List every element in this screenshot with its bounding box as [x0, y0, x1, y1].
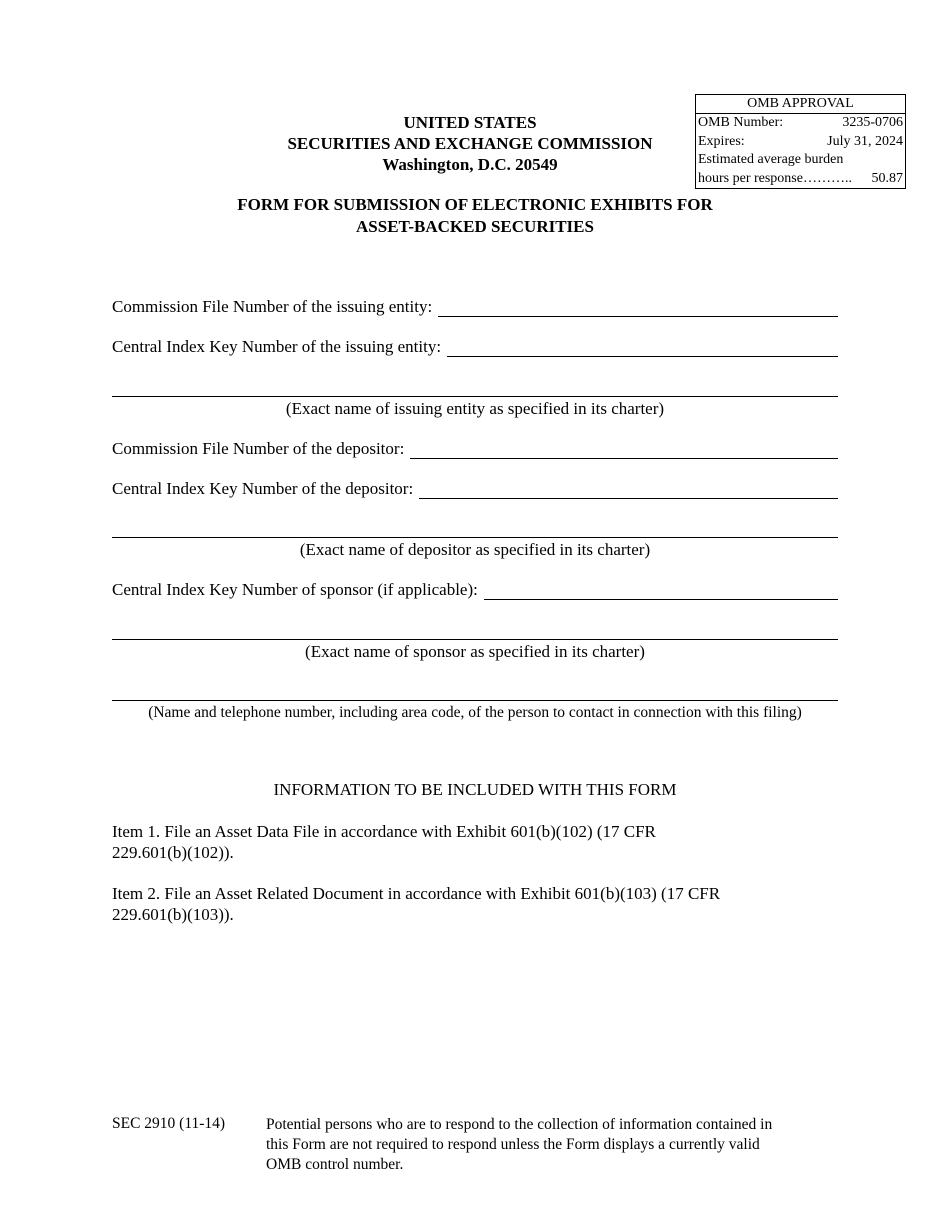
omb-burden-value: 50.87: [871, 170, 903, 186]
omb-expires-value: July 31, 2024: [827, 133, 903, 149]
sponsor-name-caption: (Exact name of sponsor as specified in its charter): [305, 642, 645, 661]
depositor-name-input[interactable]: [112, 537, 838, 538]
depositor-file-number-field: [112, 439, 838, 459]
header-line2: SECURITIES AND EXCHANGE COMMISSION: [287, 134, 653, 153]
item-1-line1: Item 1. File an Asset Data File in accordance with Exhibit 601(b)(102) (17 CFR: [112, 822, 656, 841]
issuer-file-number-label: Commission File Number of the issuing entity:: [112, 297, 433, 316]
item-2-line1: Item 2. File an Asset Related Document in accordance with Exhibit 601(b)(103) (17 CFR: [112, 884, 721, 903]
omb-expires-label: Expires:: [698, 133, 745, 149]
footer-line1: Potential persons who are to respond to the collection of information contained in: [266, 1116, 773, 1133]
contact-caption: (Name and telephone number, including area code, of the person to contact in connection with this filing): [148, 704, 802, 721]
sponsor-cik-field: [112, 580, 838, 600]
form-code: SEC 2910 (11-14): [112, 1115, 226, 1132]
form-title-line2: ASSET-BACKED SECURITIES: [356, 217, 594, 236]
info-heading: INFORMATION TO BE INCLUDED WITH THIS FORM: [273, 780, 677, 799]
item-1: [112, 821, 812, 863]
footer-line3: OMB control number.: [266, 1156, 404, 1173]
footer-line2: this Form are not required to respond unless the Form displays a currently valid: [266, 1136, 760, 1153]
depositor-name-caption: (Exact name of depositor as specified in its charter): [299, 540, 651, 559]
sponsor-cik-input[interactable]: [484, 585, 838, 600]
omb-number-label: OMB Number:: [698, 115, 784, 130]
header-line1: UNITED STATES: [403, 113, 537, 132]
sponsor-cik-label: Central Index Key Number of sponsor (if applicable):: [112, 580, 478, 599]
form-title: [100, 194, 850, 238]
omb-title: OMB APPROVAL: [696, 95, 905, 114]
depositor-file-number-label: Commission File Number of the depositor:: [112, 439, 405, 458]
omb-burden-line1: Estimated average burden: [698, 152, 844, 167]
issuer-name-caption: (Exact name of issuing entity as specified in its charter): [285, 399, 665, 418]
issuer-name-input[interactable]: [112, 396, 838, 397]
depositor-file-number-input[interactable]: [410, 444, 838, 459]
contact-input[interactable]: [112, 700, 838, 701]
issuer-cik-field: [112, 337, 838, 357]
issuer-cik-label: Central Index Key Number of the issuing entity:: [112, 337, 442, 356]
omb-number-value: 3235-0706: [842, 115, 903, 130]
depositor-cik-input[interactable]: [419, 484, 838, 499]
form-title-line1: FORM FOR SUBMISSION OF ELECTRONIC EXHIBITS FOR: [237, 195, 713, 214]
depositor-cik-field: [112, 479, 838, 499]
item-1-line2: 229.601(b)(102)).: [112, 843, 234, 862]
issuer-file-number-input[interactable]: [438, 302, 838, 317]
item-2: [112, 883, 812, 925]
depositor-cik-label: Central Index Key Number of the depositor:: [112, 479, 414, 498]
agency-header: [160, 112, 780, 175]
issuer-cik-input[interactable]: [447, 342, 838, 357]
sponsor-name-input[interactable]: [112, 639, 838, 640]
issuer-file-number-field: [112, 297, 838, 317]
header-line3: Washington, D.C. 20549: [382, 155, 558, 174]
omb-burden-line2: hours per response………..: [698, 170, 852, 186]
footer-notice: [266, 1115, 846, 1175]
item-2-line2: 229.601(b)(103)).: [112, 905, 234, 924]
